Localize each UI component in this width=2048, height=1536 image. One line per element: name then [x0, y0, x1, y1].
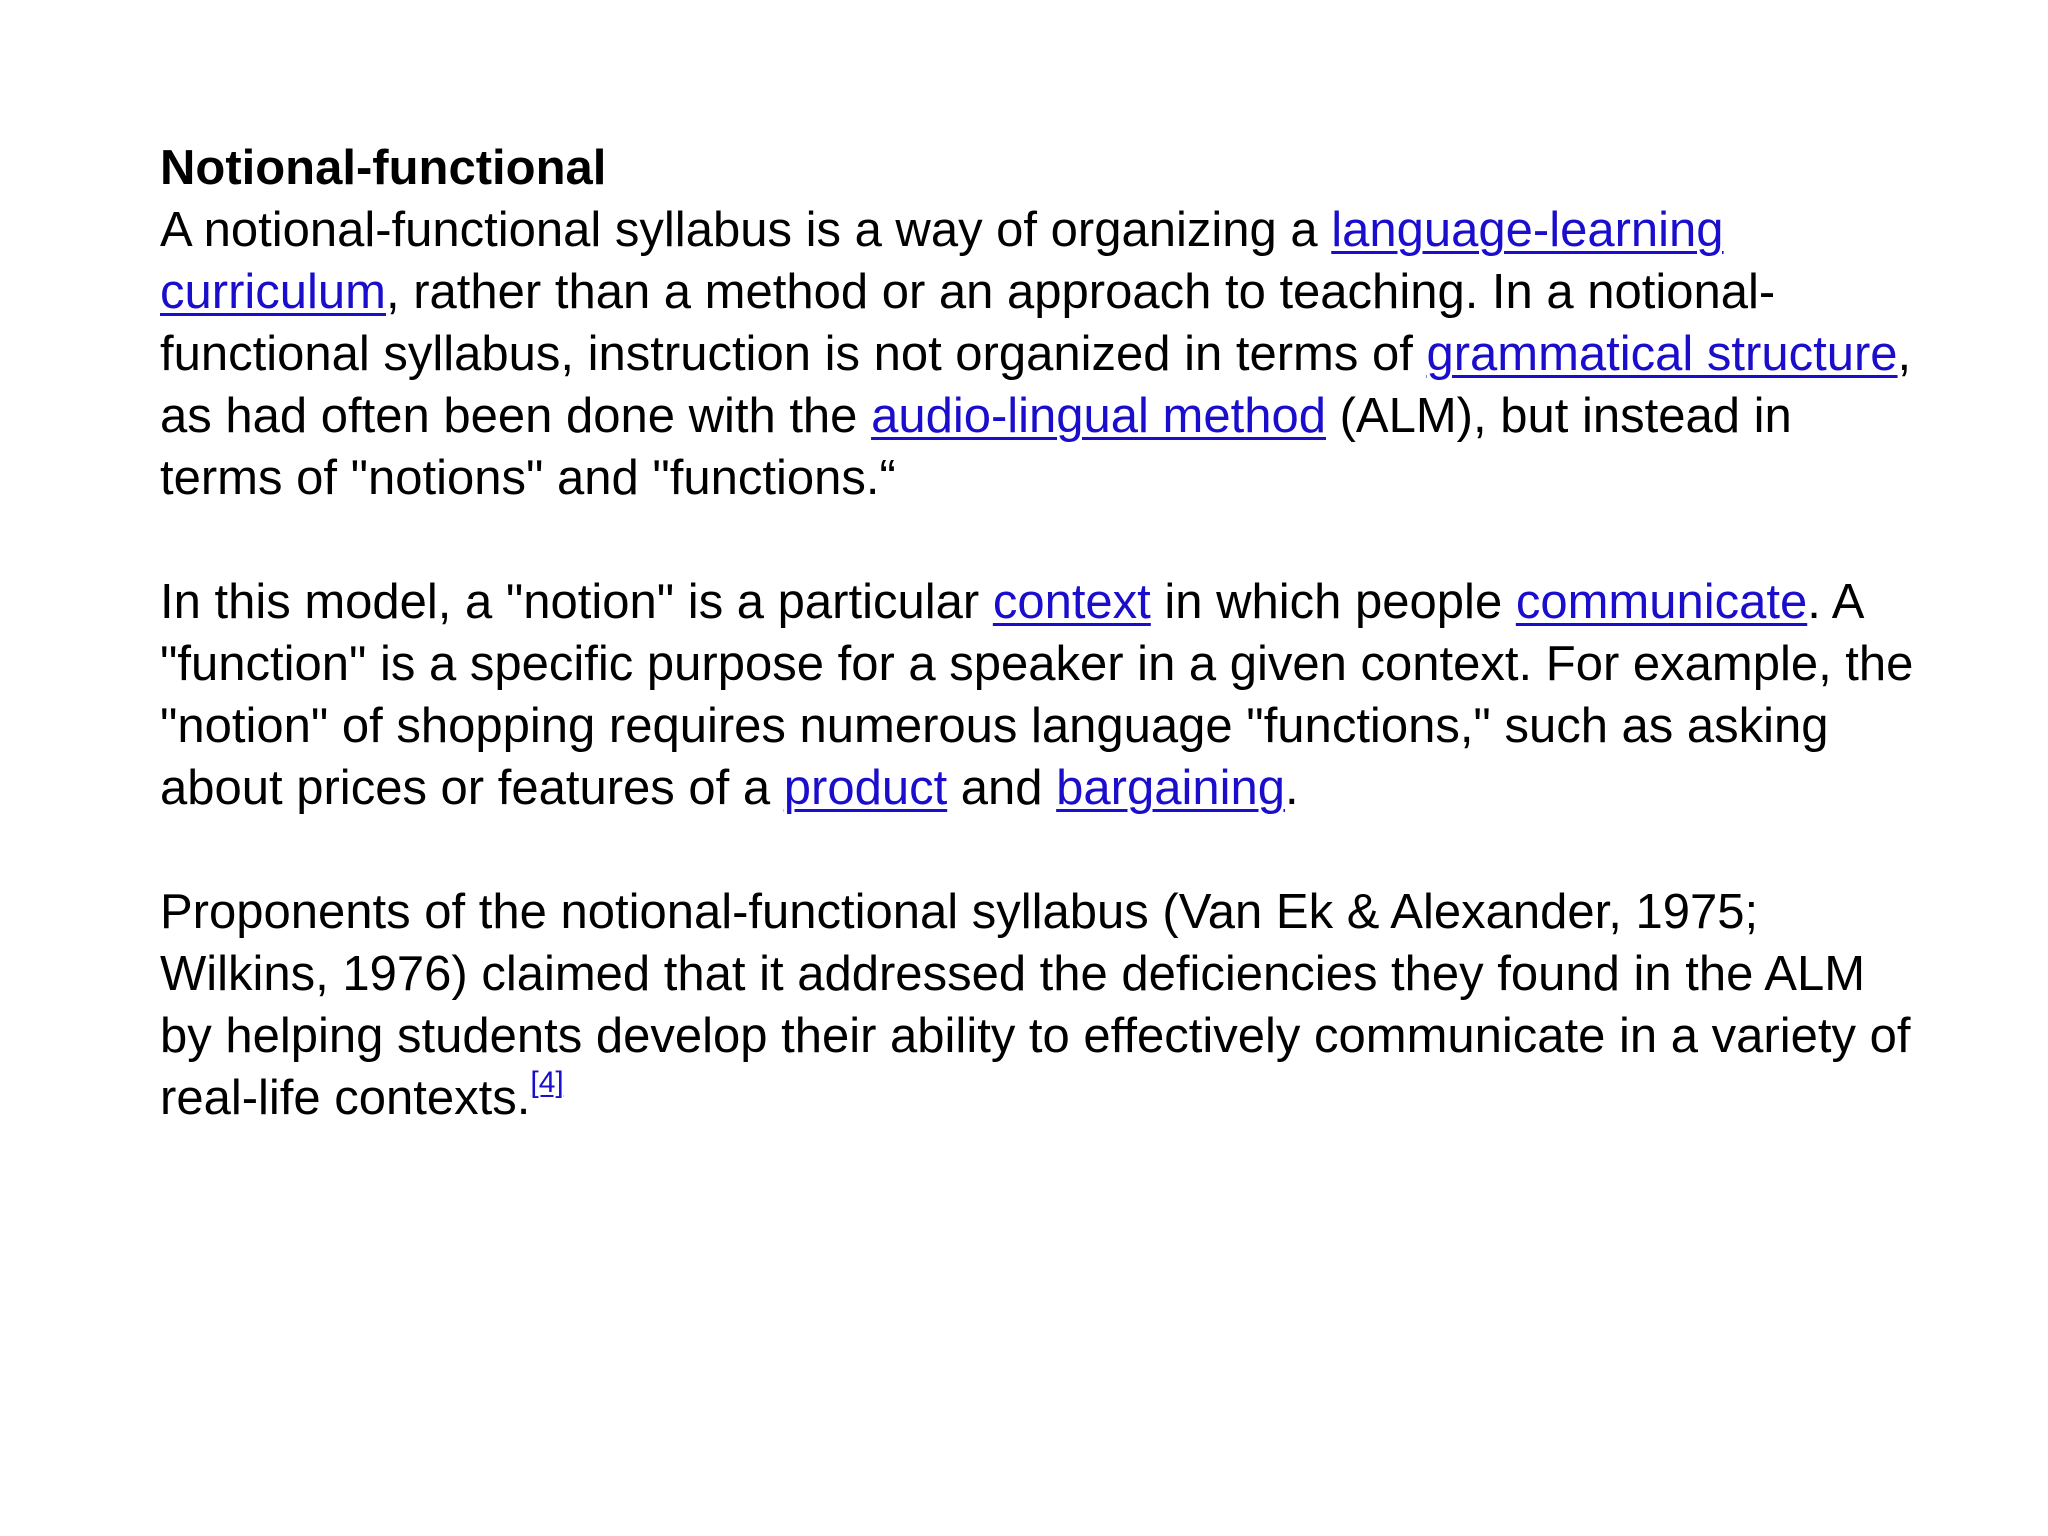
paragraph-text: , rather than a method or an approach to teaching. In a notional-functional syllabus, instruction is not organized in terms of [160, 265, 1776, 381]
link-context[interactable]: context [992, 575, 1151, 629]
link-product[interactable]: product [783, 761, 948, 815]
paragraph-text: , as had often been done with the [160, 327, 1912, 443]
link-grammatical-structure[interactable]: grammatical structure [1426, 327, 1898, 381]
paragraph-definition [160, 199, 1920, 509]
paragraph-text: . [1285, 761, 1299, 815]
citation-link[interactable]: [4] [530, 1066, 564, 1099]
paragraph-spacer [160, 819, 1920, 881]
paragraph-model [160, 571, 1920, 819]
citation-superscript [530, 1066, 563, 1099]
section-heading: Notional-functional [160, 141, 607, 195]
link-audio-lingual-method[interactable]: audio-lingual method [871, 389, 1326, 443]
paragraph-text: in which people [1150, 575, 1516, 629]
paragraph-text: A notional-functional syllabus is a way of organizing a [160, 203, 1332, 257]
paragraph-text: . A "function" is a specific purpose for a speaker in a given context. For example, the "notion" of shopping requires numerous language "functions," such as asking about prices or features of a [160, 575, 1914, 815]
link-communicate[interactable]: communicate [1515, 575, 1808, 629]
link-bargaining[interactable]: bargaining [1056, 761, 1286, 815]
link-language-learning-curriculum[interactable]: language-learning curriculum [160, 203, 1724, 319]
paragraph-proponents [160, 881, 1920, 1129]
paragraph-text: (ALM), but instead in terms of "notions" and "functions.“ [160, 389, 1792, 505]
paragraph-text: In this model, a "notion" is a particular [160, 575, 993, 629]
paragraph-text: and [947, 761, 1057, 815]
paragraph-spacer [160, 509, 1920, 571]
slide-content [160, 137, 1920, 1129]
paragraph-text: Proponents of the notional-functional syllabus (Van Ek & Alexander, 1975; Wilkins, 1976) claimed that it addressed the deficiencies they found in the ALM by helping students develop their ability to effectively communicate in a variety of real-life contexts. [160, 885, 1911, 1125]
